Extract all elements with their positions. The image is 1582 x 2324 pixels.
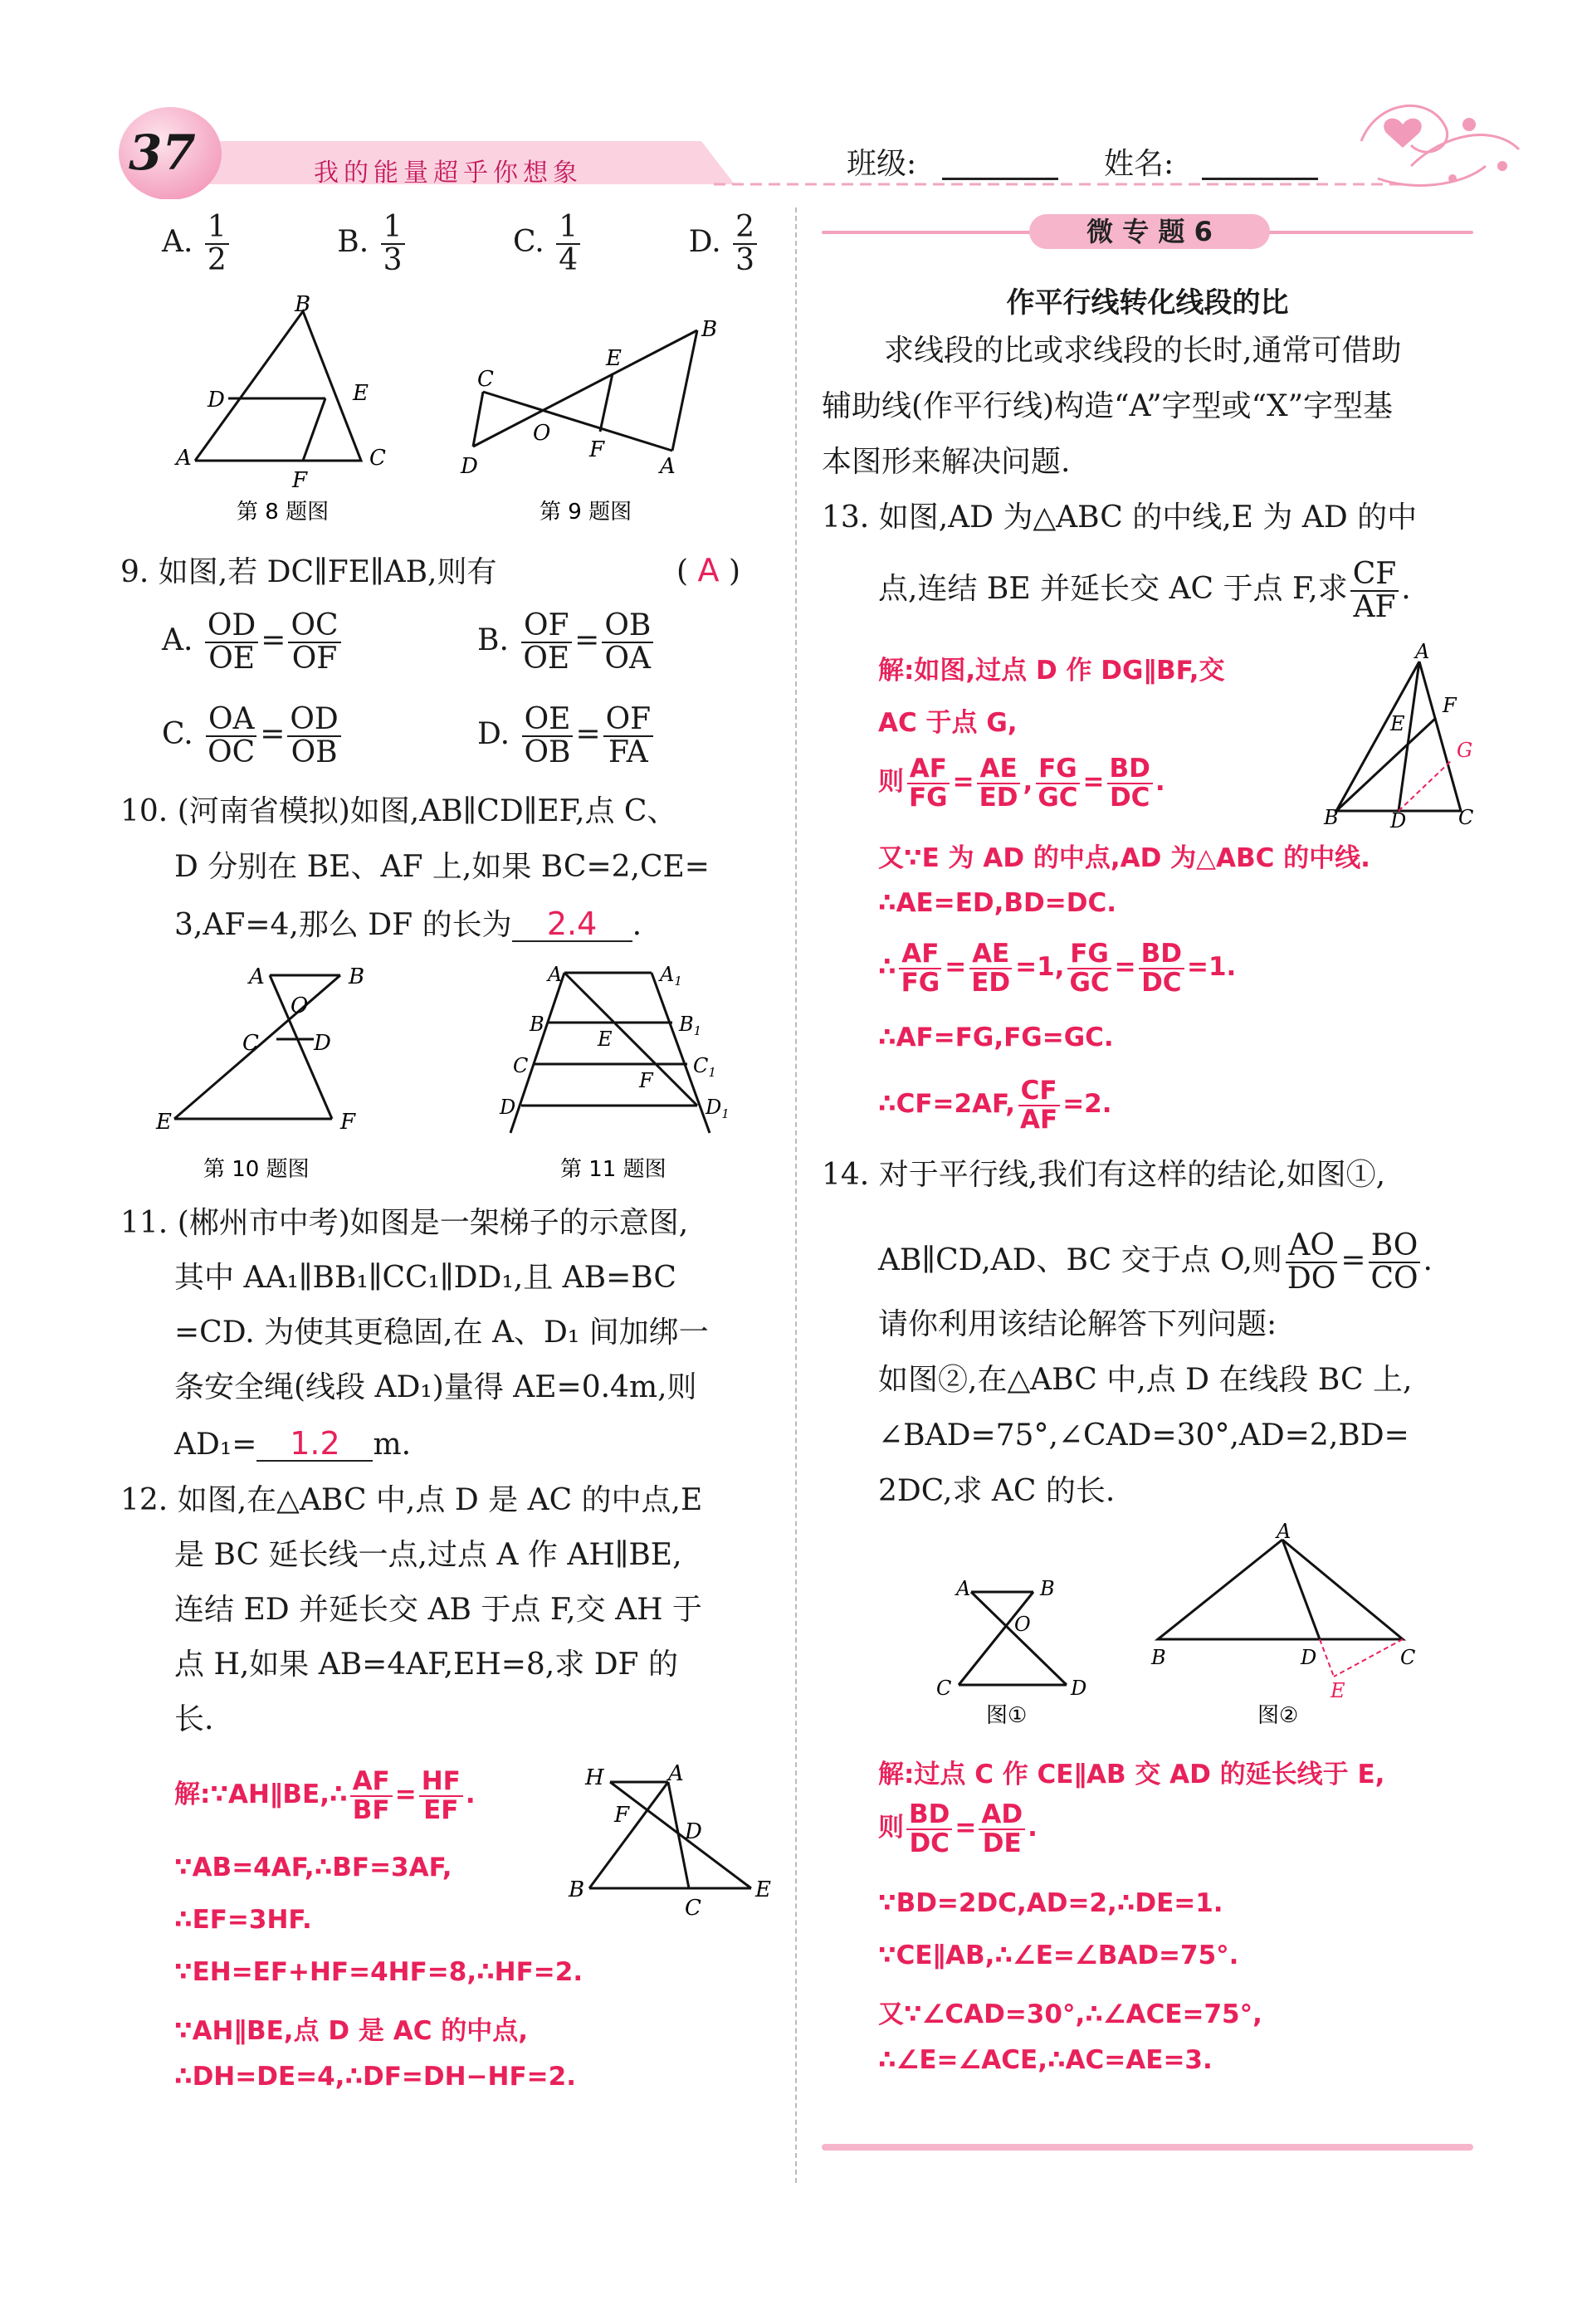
q9-answer-paren: ( A ) [676,552,740,588]
fig8-label-D: D [208,388,225,413]
q12-solution-step4: ∵EH=EF+HF=4HF=8,∴HF=2. [174,1957,583,1987]
fig10-label-A: A [249,964,265,989]
fig12-label-E: E [755,1877,771,1902]
q12-solution-step5: ∵AH∥BE,点 D 是 AC 的中点, [174,2016,529,2046]
q14-line3: 请你利用该结论解答下列问题: [878,1307,1277,1341]
fig14a-label-D: D [1071,1677,1087,1700]
figure-12 [564,1755,789,1930]
q11-answer[interactable]: 1.2 [290,1425,340,1462]
q11-line3: =CD. 为使其更稳固,在 A、D₁ 间加绑一 [174,1316,709,1350]
fig10-label-O: O [291,994,309,1018]
q14-line5: ∠BAD=75°,∠CAD=30°,AD=2,BD= [878,1418,1409,1452]
fig14a-label-C: C [936,1677,952,1700]
slogan: 我的能量超乎你想象 [314,159,583,188]
q13-solution-step1: 解:如图,过点 D 作 DG∥BF,交 [878,656,1225,686]
figure-8 [166,290,407,531]
q12-solution-step1: 解:∵AH∥BE,∴ $\frac{AF}{BF}$ = $\frac{HF}{EF}$ . [174,1766,476,1825]
fig12-label-F: F [614,1803,630,1828]
q12-solution-step3: ∴EF=3HF. [174,1905,312,1935]
fig14b-caption: 图② [1257,1703,1299,1728]
fig9-label-B: B [701,317,718,342]
fig10-label-B: B [349,964,365,989]
fig8-label-A: A [176,446,192,471]
topic-intro-3: 本图形来解决问题. [822,445,1071,479]
q14-line2: AB∥CD,AD、BC 交于点 O,则 $\frac{AO}{DO}$ = $\frac{BO}{CO}$ . [878,1228,1433,1296]
q13-solution-step4: 又∵E 为 AD 的中点,AD 为△ABC 的中线. [878,843,1370,873]
fig8-label-E: E [353,381,369,406]
q8-option-d[interactable]: D. $\frac{2}{3}$ [689,212,759,276]
q8-options [162,212,759,276]
q13-solution-step5: ∴AE=ED,BD=DC. [878,888,1116,918]
q11-line1: 11. (郴州市中考)如图是一架梯子的示意图, [120,1206,689,1240]
fig9-label-A: A [660,454,676,479]
topic-title: 作平行线转化线段的比 [1006,286,1289,320]
q14-solution-step2: 则 $\frac{BD}{DC}$ = $\frac{AD}{DE}$ . [878,1799,1038,1858]
name-field[interactable] [1202,178,1318,180]
fig11-label-F: F [639,1069,653,1092]
q8-option-a[interactable]: A. $\frac{1}{2}$ [162,212,232,276]
fig12-label-B: B [569,1877,585,1902]
fig11-label-C1: $C_1$ [693,1054,716,1080]
q9-answer[interactable]: A [697,552,720,588]
topic-intro-1: 求线段的比或求线段的长时,通常可借助 [884,334,1402,368]
fig11-label-A1: $A_1$ [660,963,682,989]
name-label: 姓名: [1104,147,1174,181]
fig14a-label-O: O [1014,1613,1031,1636]
fig10-label-C: C [242,1031,259,1056]
fig11-label-C: C [513,1054,529,1077]
q12-line4: 点 H,如果 AB=4AF,EH=8,求 DF 的 [174,1648,678,1682]
q13-solution-step3: 则 $\frac{AF}{FG}$ = $\frac{AE}{ED}$ , $\frac{FG}{GC}$ = $\frac{BD}{DC}$ . [878,754,1165,813]
fig13-label-C: C [1458,806,1474,829]
q9-option-a[interactable]: A. $\frac{OD}{OE}$ = $\frac{OC}{OF}$ [162,610,344,675]
fig11-label-E: E [598,1028,613,1051]
q10-answer[interactable]: 2.4 [546,906,598,942]
fig9-label-C: C [477,367,494,392]
header-decoration [0,0,1582,199]
q9-stem: 9. 如图,若 DC∥FE∥AB,则有 [120,555,497,589]
fig8-label-B: B [295,292,311,317]
figure-14-1 [921,1569,1087,1735]
q8-option-c[interactable]: C. $\frac{1}{4}$ [513,212,583,276]
q13-line2: 点,连结 BE 并延长交 AC 于点 F,求 $\frac{CF}{AF}$ . [878,557,1411,624]
fig9-label-O: O [533,421,551,446]
q14-line6: 2DC,求 AC 的长. [878,1474,1116,1508]
fig14b-label-D: D [1301,1646,1317,1669]
q12-line3: 连结 ED 并延长交 AB 于点 F,交 AH 于 [174,1593,702,1627]
q11-line4: 条安全绳(线段 AD₁)量得 AE=0.4m,则 [174,1370,697,1404]
q14-solution-step3: ∵BD=2DC,AD=2,∴DE=1. [878,1888,1223,1918]
class-field[interactable] [942,178,1058,180]
fig10-label-F: F [340,1110,356,1135]
fig11-label-B: B [530,1013,544,1036]
fig12-label-D: D [685,1819,702,1844]
topic-footer-bar [822,2144,1473,2151]
q13-solution-step2: AC 于点 G, [878,708,1018,738]
fig14b-label-B: B [1151,1646,1166,1669]
q10-line3: 3,AF=4,那么 DF 的长为 2.4 . [174,906,642,942]
fig14a-caption: 图① [986,1703,1028,1728]
fig13-label-B: B [1324,806,1339,829]
fig14a-label-A: A [956,1577,971,1600]
q12-line1: 12. 如图,在△ABC 中,点 D 是 AC 的中点,E [120,1483,703,1517]
q12-line2: 是 BC 延长线一点,过点 A 作 AH∥BE, [174,1538,682,1572]
fig11-label-A: A [548,963,563,986]
fig9-caption: 第 9 题图 [540,500,632,525]
fig9-label-D: D [461,454,478,479]
fig14b-label-E: E [1331,1679,1345,1702]
q14-solution-step6: ∴∠E=∠ACE,∴AC=AE=3. [878,2045,1213,2075]
fig12-label-A: A [668,1761,684,1786]
column-divider [795,208,797,2183]
fig10-label-D: D [314,1031,331,1056]
figure-10 [149,959,390,1183]
topic-banner [822,214,1473,247]
fig12-label-H: H [585,1765,604,1790]
fig14a-label-B: B [1040,1577,1055,1600]
q8-option-b[interactable]: B. $\frac{1}{3}$ [337,212,407,276]
q13-solution-step6: ∴ $\frac{AF}{FG}$ = $\frac{AE}{ED}$ =1, $\frac{FG}{GC}$ = $\frac{BD}{DC}$ =1. [878,939,1237,998]
fig11-caption: 第 11 题图 [560,1157,666,1182]
fig13-label-G: G [1457,739,1473,762]
fig14b-label-A: A [1277,1523,1291,1543]
fig11-label-B1: $B_1$ [679,1013,702,1038]
q11-line2: 其中 AA₁∥BB₁∥CC₁∥DD₁,且 AB=BC [174,1261,676,1295]
q14-line4: 如图②,在△ABC 中,点 D 在线段 BC 上, [878,1363,1413,1397]
figure-13 [1316,635,1490,834]
fig13-label-F: F [1443,694,1457,717]
fig12-label-C: C [685,1896,701,1921]
q13-line1: 13. 如图,AD 为△ABC 的中线,E 为 AD 的中 [822,500,1418,535]
fig9-label-E: E [606,346,622,371]
q13-solution-step7: ∴AF=FG,FG=GC. [878,1023,1114,1052]
fig8-label-F: F [292,468,308,493]
figure-9 [452,311,735,531]
fig10-caption: 第 10 题图 [203,1157,310,1182]
q10-line2: D 分别在 BE、AF 上,如果 BC=2,CE= [174,850,710,884]
class-label: 班级: [847,147,917,181]
fig9-label-F: F [589,437,605,462]
fig13-label-A: A [1415,640,1430,663]
q11-line5: AD₁= 1.2 m. [174,1425,412,1462]
topic-intro-2: 辅助线(作平行线)构造“A”字型或“X”字型基 [822,389,1394,423]
fig8-caption: 第 8 题图 [237,500,330,525]
page-number: 37 [129,124,196,181]
q12-solution-step6: ∴DH=DE=4,∴DF=DH−HF=2. [174,2062,576,2092]
q14-line1: 14. 对于平行线,我们有这样的结论,如图①, [822,1158,1386,1192]
q12-solution-step2: ∵AB=4AF,∴BF=3AF, [174,1853,452,1882]
q14-solution-step1: 解:过点 C 作 CE∥AB 交 AD 的延长线于 E, [878,1760,1385,1789]
fig10-label-E: E [156,1110,172,1135]
q9-option-d[interactable]: D. $\frac{OE}{OB}$ = $\frac{OF}{FA}$ [477,704,656,769]
fig11-label-D: D [500,1096,516,1119]
fig13-label-E: E [1390,712,1405,735]
header [0,0,1582,199]
figure-14-2 [1141,1523,1432,1731]
q13-solution-step8: ∴CF=2AF, $\frac{CF}{AF}$ =2. [878,1076,1112,1135]
q14-solution-step4: ∵CE∥AB,∴∠E=∠BAD=75°. [878,1941,1239,1970]
fig11-label-D1: $D_1$ [706,1096,730,1121]
q9-option-c[interactable]: C. $\frac{OA}{OC}$ = $\frac{OD}{OB}$ [162,704,344,769]
fig14b-label-C: C [1400,1646,1416,1669]
fig13-label-D: D [1390,809,1407,832]
q9-option-b[interactable]: B. $\frac{OF}{OE}$ = $\frac{OB}{OA}$ [477,610,656,675]
topic-badge: 微 专 题 6 [1029,214,1270,249]
q12-line5: 长. [174,1702,214,1736]
fig8-label-C: C [369,446,386,471]
q10-line1: 10. (河南省模拟)如图,AB∥CD∥EF,点 C、 [120,794,677,828]
q14-solution-step5: 又∵∠CAD=30°,∴∠ACE=75°, [878,1999,1262,2029]
figure-11 [490,963,755,1183]
